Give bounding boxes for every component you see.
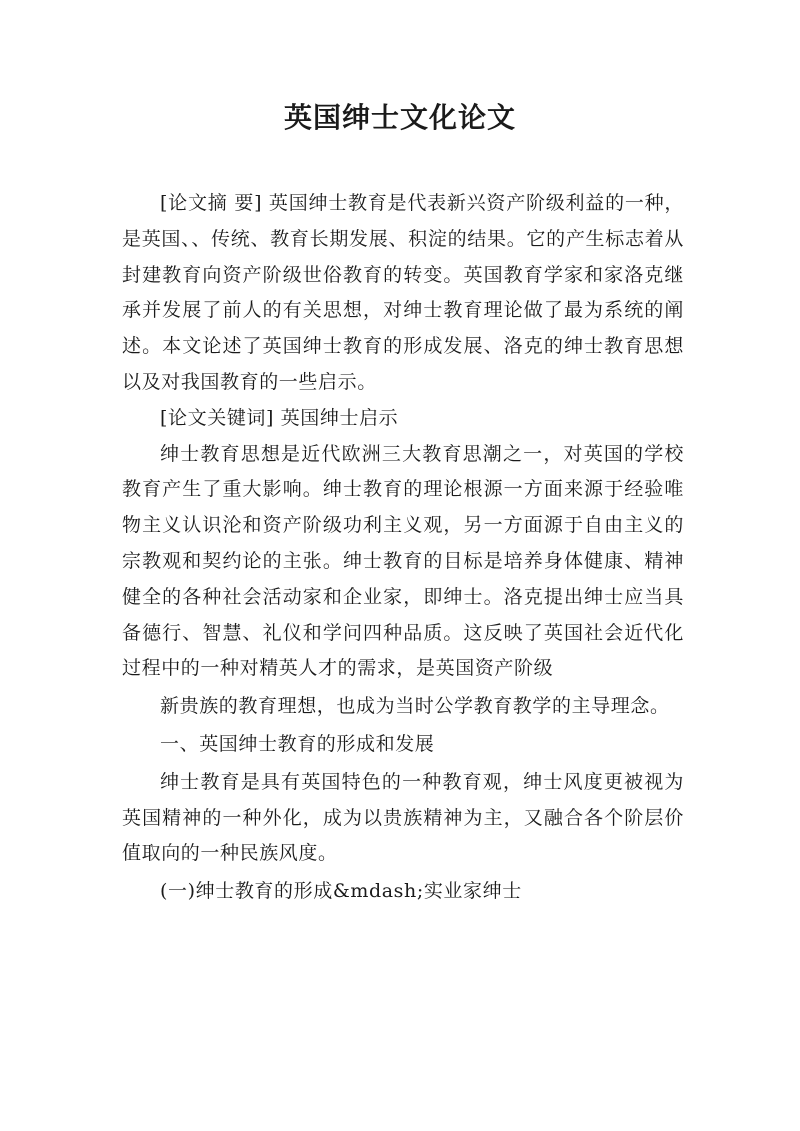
subsection-heading-1: (一)绅士教育的形成&mdash;实业家绅士: [160, 880, 522, 903]
intro-continuation-paragraph: 新贵族的教育理想，也成为当时公学教育教学的主导理念。: [160, 695, 670, 718]
abstract-paragraph: [论文摘 要] 英国绅士教育是代表新兴资产阶级利益的一种，是英国、、传统、教育长期发展、积淀的结果。它的产生标志着从封建教育向资产阶级世俗教育的转变。英国教育学家和家洛克继承并发展了前人的有关思想，对绅士教育理论做了最为系统的阐述。本文论述了英国绅士教育的形成发展、洛克的绅士教育思想以及对我国教育的一些启示。: [122, 192, 684, 393]
document-body: [122, 186, 684, 910]
section-heading-1: 一、英国绅士教育的形成和发展: [160, 732, 435, 755]
document-title: 英国绅士文化论文: [283, 101, 516, 134]
intro-paragraph: 绅士教育思想是近代欧洲三大教育思潮之一，对英国的学校教育产生了重大影响。绅士教育的理论根源一方面来源于经验唯物主义认识沦和资产阶级功利主义观，另一方面源于自由主义的宗教观和契约论的主张。绅士教育的目标是培养身体健康、精神健全的各种社会活动家和企业家，即绅士。洛克提出绅士应当具备德行、智慧、礼仪和学问四种品质。这反映了英国社会近代化过程中的一种对精英人才的需求，是英国资产阶级: [122, 442, 684, 680]
keywords-paragraph: [论文关键词] 英国绅士启示: [160, 406, 399, 429]
section-1-paragraph: 绅士教育是具有英国特色的一种教育观，绅士风度更被视为英国精神的一种外化，成为以贵族精神为主，又融合各个阶层价值取向的一种民族风度。: [122, 770, 684, 865]
